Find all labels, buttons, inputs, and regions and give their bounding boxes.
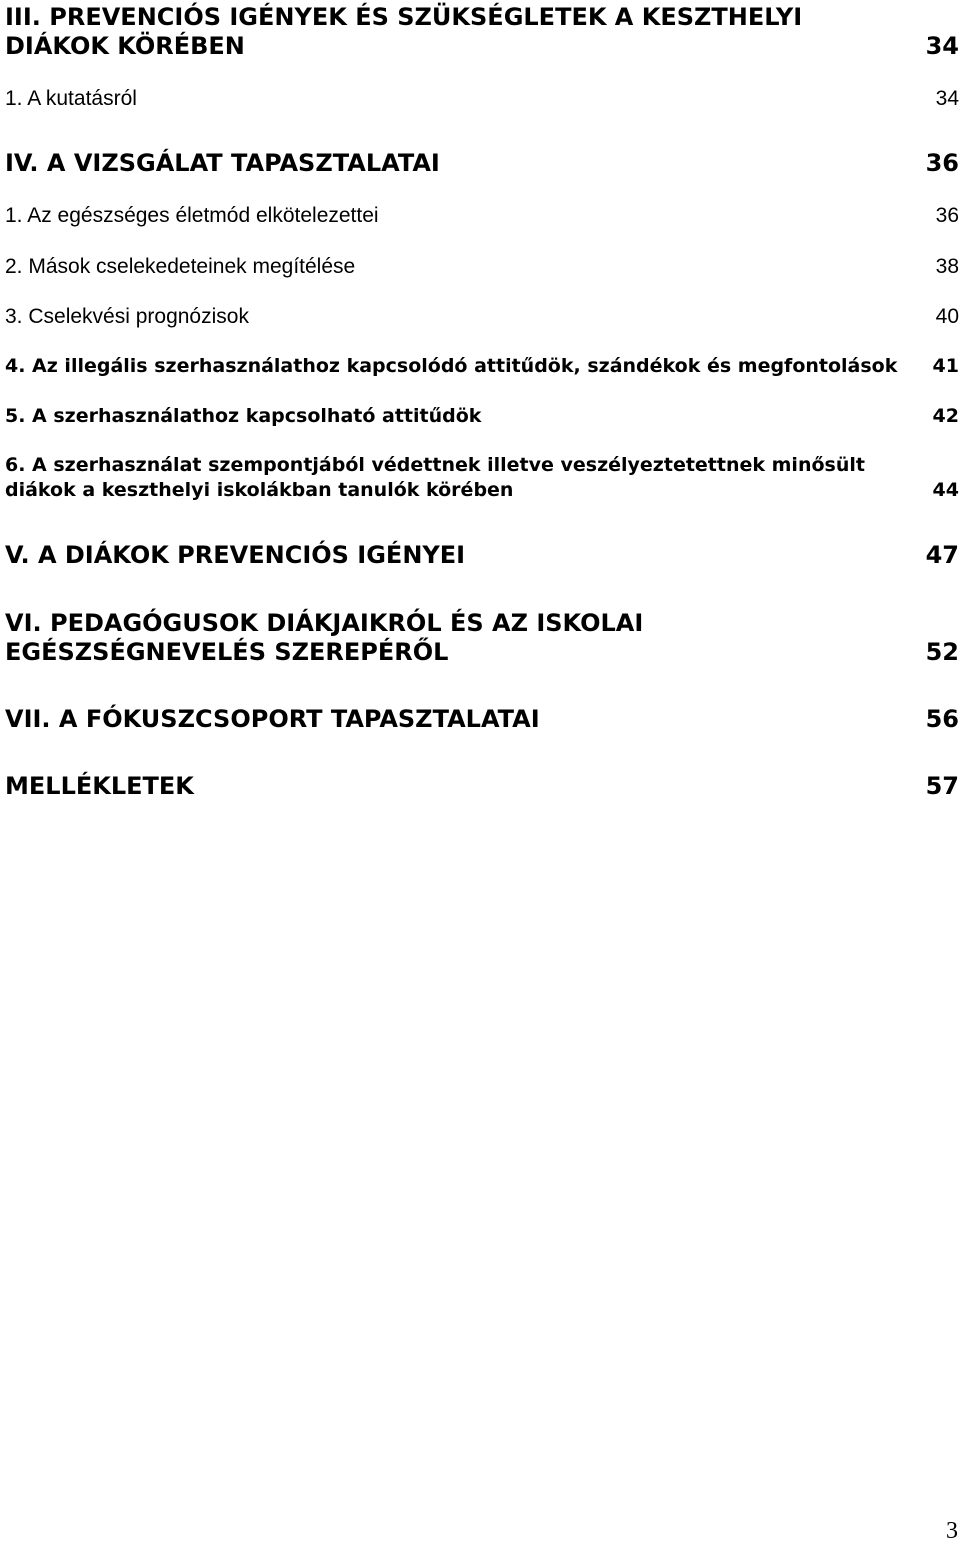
toc-entry-page: 34 [935, 87, 959, 110]
toc-entry-title: 5. A szerhasználathoz kapcsolható attitűdök [5, 405, 482, 427]
toc-entry-page: 38 [935, 255, 959, 278]
toc-entry-chapter-6 [5, 609, 959, 667]
toc-entry-section-4-3 [5, 304, 959, 330]
toc-entry-page: 34 [925, 32, 959, 60]
toc-entry-title: V. A DIÁKOK PREVENCIÓS IGÉNYEI [5, 541, 466, 569]
toc-entry-page: 40 [935, 305, 959, 328]
toc-entry-section-4-5 [5, 404, 959, 429]
toc-entry-page: 42 [932, 405, 959, 427]
toc-entry-page: 36 [925, 149, 959, 177]
toc-entry-section-4-1 [5, 203, 959, 229]
page-number: 3 [946, 1518, 958, 1544]
toc-entry-chapter-3 [5, 3, 959, 61]
toc-entry-page: 52 [925, 638, 959, 666]
toc-entry-page: 41 [932, 355, 959, 377]
toc-entry-title: 2. Mások cselekedeteinek megítélése [5, 255, 356, 278]
toc-entry-chapter-4 [5, 149, 959, 178]
toc-entry-section-3-1 [5, 86, 959, 112]
toc-entry-chapter-7 [5, 705, 959, 734]
toc-entry-title: 6. A szerhasználat szempontjából védettnek illetve veszélyeztetettnek minősült diákok a keszthelyi iskolákban tanulók körében [5, 454, 865, 501]
toc-entry-page: 57 [925, 772, 959, 800]
toc-entry-section-4-4 [5, 354, 959, 379]
toc-entry-title: 1. Az egészséges életmód elkötelezettei [5, 204, 379, 227]
toc-entry-page: 56 [925, 705, 959, 733]
toc-entry-page: 47 [925, 541, 959, 569]
toc-entry-appendices [5, 772, 959, 801]
toc-entry-title: 1. A kutatásról [5, 87, 137, 110]
toc-entry-title: MELLÉKLETEK [5, 772, 194, 800]
toc-entry-title: III. PREVENCIÓS IGÉNYEK ÉS SZÜKSÉGLETEK A KESZTHELYI DIÁKOK KÖRÉBEN [5, 3, 803, 60]
toc-entry-page: 36 [935, 204, 959, 227]
toc-entry-title: VII. A FÓKUSZCSOPORT TAPASZTALATAI [5, 705, 540, 733]
toc-entry-section-4-6 [5, 453, 959, 503]
toc-entry-title: IV. A VIZSGÁLAT TAPASZTALATAI [5, 149, 440, 177]
toc-entry-chapter-5 [5, 541, 959, 570]
toc-entry-title: 4. Az illegális szerhasználathoz kapcsolódó attitűdök, szándékok és megfontolások [5, 355, 898, 377]
toc-entry-section-4-2 [5, 254, 959, 280]
toc-entry-page: 44 [932, 479, 959, 501]
toc-entry-title: 3. Cselekvési prognózisok [5, 305, 249, 328]
toc-entry-title: VI. PEDAGÓGUSOK DIÁKJAIKRÓL ÉS AZ ISKOLAI EGÉSZSÉGNEVELÉS SZEREPÉRŐL [5, 609, 644, 666]
